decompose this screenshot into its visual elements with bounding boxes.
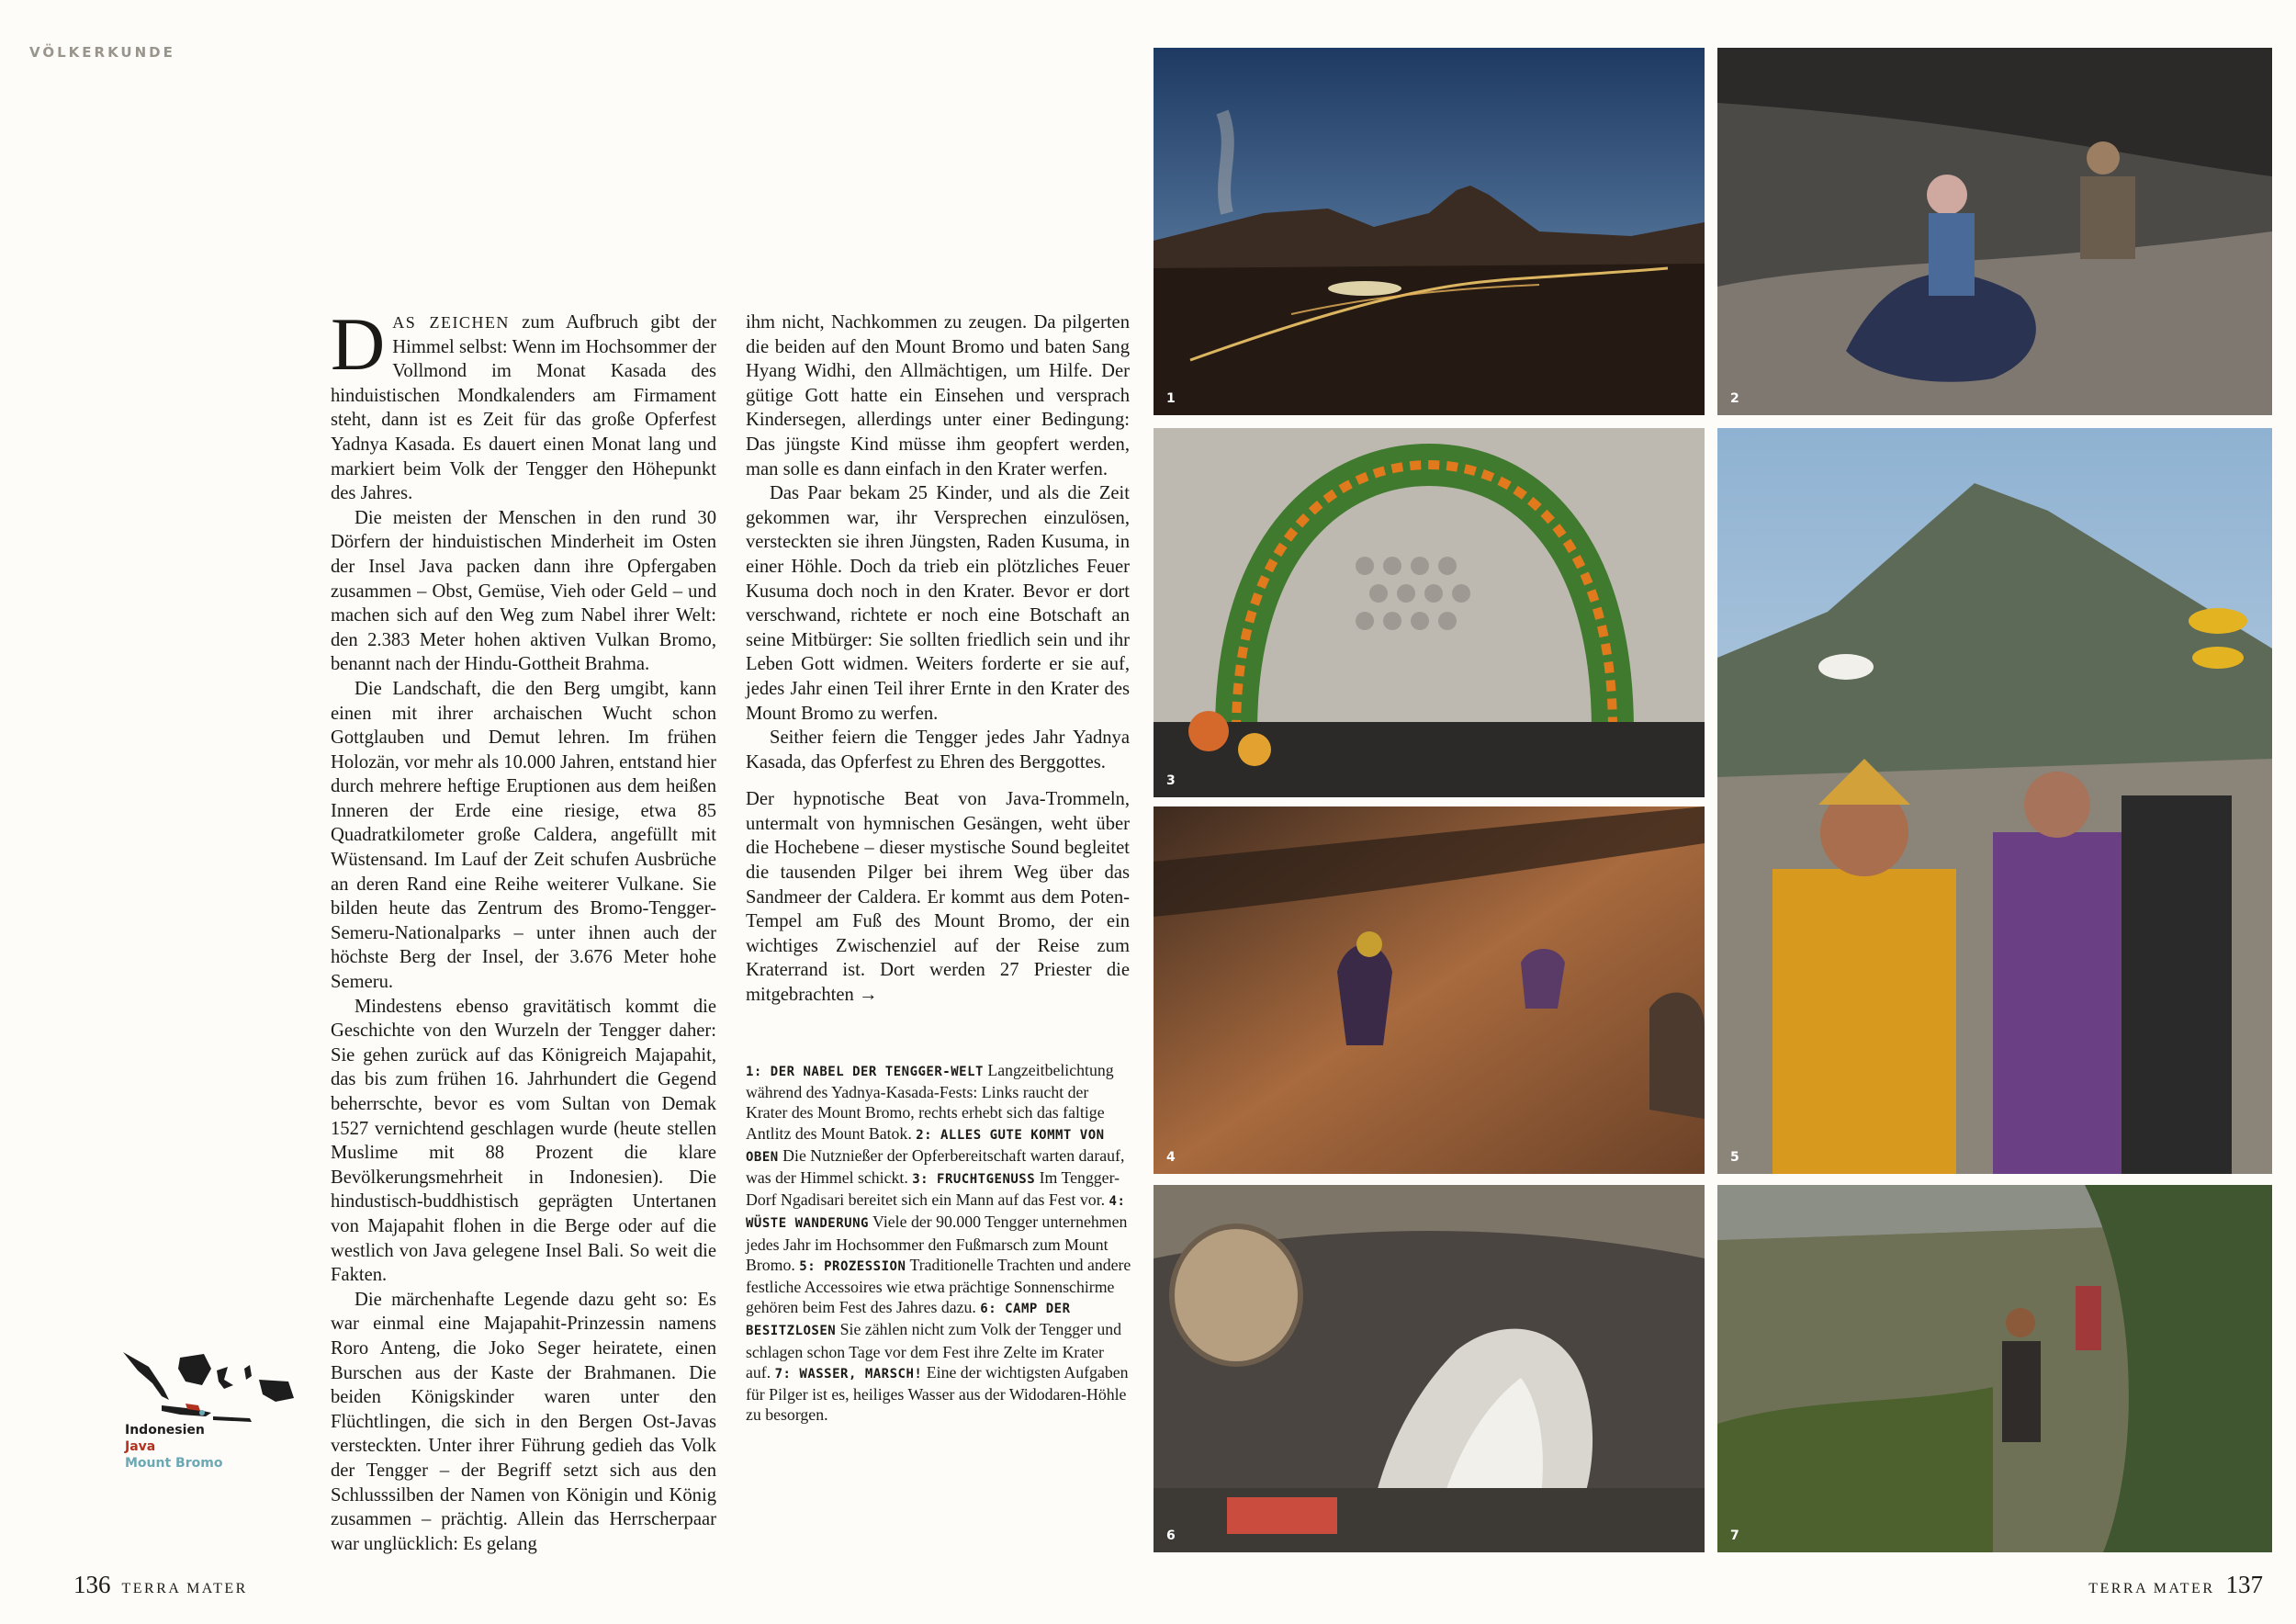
body-paragraph: Die meisten der Menschen in den rund 30 Dörfern der hinduistischen Minderheit im Osten der Insel Java packen dann ihre Opfergaben zusammen – Obst, Gemüse, Vieh oder Geld – und machen sich auf den Weg zum Nabel ihrer Welt: den 2.383 Meter hohen aktiven Vulkan Bromo, benannt nach der Hindu-Gottheit Brahma.: [331, 507, 716, 675]
photo-2-crater-slope: [1717, 48, 2272, 415]
caption-heading: 6: CAMP DER BESITZLOSEN: [746, 1302, 1071, 1339]
body-paragraph: Die Landschaft, die den Berg umgibt, kann einen mit ihrer archaischen Wucht schon Gottglauben und Demut lehren. Im frühen Holozän, vor mehr als 10.000 Jahren, entstand hier durch mehrere heftige Eruptionen aus dem heißen Inneren der Erde eine riesige, etwa 85 Quadratkilometer große Caldera, angefüllt mit Wüstensand. Im Lauf der Zeit schufen Ausbrüche an deren Rand eine Reihe weiterer Vulkane. Sie bilden heute das Zentrum des Bromo-Tengger-Semeru-Nationalparks – unter ihnen auch der höchste Berg der Insel, der 3.676 Meter hohe Semeru.: [331, 678, 716, 993]
magazine-name-left: TERRA MATER: [121, 1581, 248, 1596]
map-bromo-marker: [199, 1410, 205, 1415]
lead-small-caps: AS ZEICHEN: [392, 313, 510, 332]
caption-text: Traditionelle Trachten und andere festliche Accessoires wie etwa prächtige Sonnenschirme gehören beim Fest des Jahres dazu.: [746, 1255, 1131, 1317]
caption-heading: 2: ALLES GUTE KOMMT VON OBEN: [746, 1127, 1105, 1165]
caption-text: Die Nutznießer der Opferbereitschaft warten darauf, was der Himmel schickt.: [746, 1145, 1125, 1188]
indonesia-map: [121, 1343, 296, 1427]
photo-4-image: [1154, 806, 1705, 1174]
body-paragraph: Der hypnotische Beat von Java-Trommeln, untermalt von hymnischen Gesängen, weht über die Hochebene – dieser mystische Sound begleitet die tausenden Pilger bei ihrem Weg über das Sandmeer der Caldera. Er kommt aus dem Poten-Tempel am Fuß des Mount Bromo, der ein wichtiges Zwischenziel auf der Reise zum Kraterrand ist. Dort werden 27 Priester die mitgebrachten →: [746, 789, 1130, 1006]
lead-text: zum Aufbruch gibt der Himmel selbst: Wenn im Hochsommer der Vollmond im Monat Kasada des hinduistischen Mondkalenders am Firmament steht, dann ist es Zeit für das große Opferfest Yadnya Kasada. Es dauert einen Monat lang und markiert beim Volk der Tengger den Höhepunkt des Jahres.: [331, 312, 716, 504]
section-label: VÖLKERKUNDE: [29, 44, 175, 61]
body-paragraph: Die märchenhafte Legende dazu geht so: Es war einmal eine Majapahit-Prinzessin namens Roro Anteng, die Joko Seger heiratete, einen Burschen aus der Kaste der Brahmanen. Die beiden Königskinder waren unter den Flüchtlingen, die sich in den Bergen Ost-Javas versteckten. Unter ihrer Führung gedieh das Volk der Tengger – der Begriff setzt sich aus den Schlusssilben der Namen von Königin und König zusammen – prächtig. Allein das Herrscherpaar war unglücklich: Es gelang: [331, 1289, 716, 1554]
body-paragraph: Das Paar bekam 25 Kinder, und als die Zeit gekommen war, ihr Versprechen einzulösen, versteckten sie ihren Jüngsten, Raden Kusuma, in einer Höhle. Doch da trieb ein plötzliches Feuer Kusuma doch noch in den Krater. Bevor er dort verschwand, richtete er noch eine Botschaft an seine Mitbürger: Sie sollten friedlich sein und ihr Leben Gott widmen. Weiters forderte er sie auf, jedes Jahr einen Teil ihrer Ernte in den Krater des Mount Bromo zu werfen.: [746, 483, 1130, 724]
photo-1-night-volcano: [1154, 48, 1705, 415]
map-sulawesi: [217, 1367, 233, 1389]
photo-number: 1: [1166, 391, 1176, 406]
photo-number: 4: [1166, 1150, 1176, 1165]
photo-1-image: [1154, 48, 1705, 415]
caption-text: Viele der 90.000 Tengger unternehmen jedes Jahr im Hochsommer den Fußmarsch zum Mount Bromo.: [746, 1212, 1128, 1274]
photo-7-hill-path: [1717, 1185, 2272, 1552]
folio-left: [73, 1571, 259, 1599]
photo-6-crater-camp: [1154, 1185, 1705, 1552]
photo-2-image: [1717, 48, 2272, 415]
map-legend: [125, 1422, 222, 1472]
caption-heading: 4: WÜSTE WANDERUNG: [746, 1194, 1126, 1232]
map-legend-country: Indonesien: [125, 1423, 205, 1438]
photo-4-sand-slope: [1154, 806, 1705, 1174]
page-number-left: 136: [73, 1571, 111, 1598]
map-new-guinea: [259, 1380, 294, 1402]
photo-5-image: [1717, 428, 2272, 1174]
photo-number: 6: [1166, 1528, 1176, 1543]
body-paragraph: Mindestens ebenso gravitätisch kommt die Geschichte von den Wurzeln der Tengger daher: Sie gehen zurück auf das Königreich Majapahit, das bis zum frühen 16. Jahrhundert die Gegend beherrschte, bevor es vom Sultan von Demak 1527 vernichtend geschlagen wurde (heute stellen Muslime mit 88 Prozent die klare Bevölkerungsmehrheit in Indonesien). Die hindustisch-buddhistisch geprägten Untertanen von Majapahit flohen in die Berge oder auf die westlich von Java gelegene Insel Bali. So weit die Fakten.: [331, 996, 716, 1286]
page-number-right: 137: [2225, 1571, 2263, 1598]
drop-cap: D: [331, 302, 386, 386]
caption-text: Langzeitbelichtung während des Yadnya-Kasada-Fests: Links raucht der Krater des Mount Bromo, rechts erhebt sich das faltige Antlitz des Mount Batok.: [746, 1061, 1114, 1143]
photo-number: 7: [1730, 1528, 1739, 1543]
caption-text: Im Tengger-Dorf Ngadisari bereitet sich ein Mann auf das Fest vor.: [746, 1168, 1120, 1210]
photo-number: 2: [1730, 391, 1739, 406]
photo-number: 5: [1730, 1150, 1739, 1165]
photo-7-image: [1717, 1185, 2272, 1552]
article-column-2: [746, 310, 1130, 1008]
caption-heading: 1: DER NABEL DER TENGGER-WELT: [746, 1065, 984, 1079]
body-paragraph: Seither feiern die Tengger jedes Jahr Yadnya Kasada, das Opferfest zu Ehren des Berggottes.: [746, 727, 1130, 773]
caption-5: [746, 1256, 1131, 1316]
photo-6-image: [1154, 1185, 1705, 1552]
article-column-1: [331, 302, 716, 1556]
map-maluku: [244, 1365, 252, 1380]
photo-number: 3: [1166, 773, 1176, 788]
caption-heading: 3: FRUCHTGENUSS: [912, 1172, 1036, 1188]
magazine-name-right: TERRA MATER: [2088, 1581, 2215, 1596]
map-sumatra: [123, 1352, 169, 1400]
photo-5-procession: [1717, 428, 2272, 1174]
photo-3-image: [1154, 428, 1705, 797]
photo-3-offering-arch: [1154, 428, 1705, 797]
photo-captions: [746, 1060, 1131, 1425]
caption-text: Sie zählen nicht zum Volk der Tengger und schlagen schon Tage vor dem Fest ihre Zelte im Krater auf.: [746, 1320, 1122, 1382]
map-legend-location: Mount Bromo: [125, 1456, 223, 1471]
caption-heading: 5: PROZESSION: [799, 1258, 906, 1274]
caption-7: [746, 1363, 1129, 1424]
caption-heading: 7: WASSER, MARSCH!: [774, 1366, 923, 1382]
body-paragraph: ihm nicht, Nachkommen zu zeugen. Da pilgerten die beiden auf den Mount Bromo und baten Sang Hyang Widhi, den Allmächtigen, um Hilfe. Der gütige Gott hatte ein Einsehen und versprach Kindersegen, allerdings unter einer Bedingung: Das jüngste Kind müsse ihm geopfert werden, man solle es dann einfach in den Krater werfen.: [746, 312, 1130, 479]
map-legend-island: Java: [125, 1439, 156, 1454]
caption-text: Eine der wichtigsten Aufgaben für Pilger ist es, heiliges Wasser aus der Widodaren-Höhle zu besorgen.: [746, 1362, 1129, 1425]
folio-right: [2077, 1571, 2263, 1599]
lead-paragraph: [331, 302, 716, 506]
map-borneo: [178, 1354, 211, 1385]
